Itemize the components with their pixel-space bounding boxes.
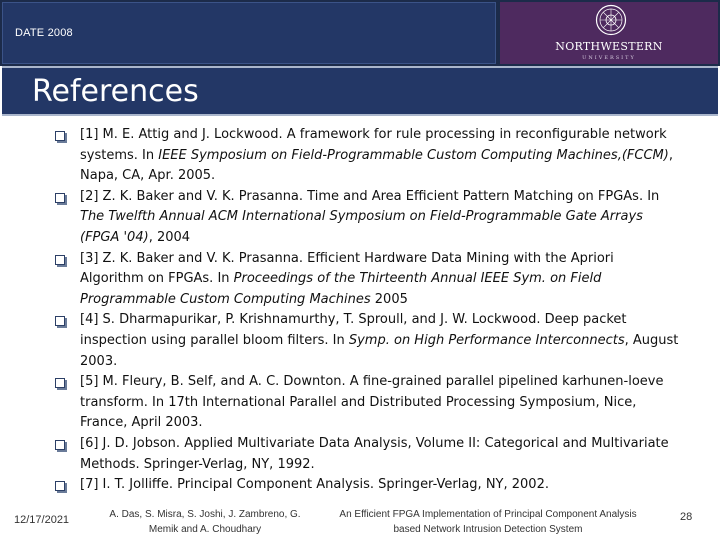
square-bullet-icon: [55, 255, 65, 265]
footer-authors: A. Das, S. Misra, S. Joshi, J. Zambreno, G. Memik and A. Choudhary: [109, 509, 301, 535]
reference-segment: [6] J. D. Jobson. Applied Multivariate Data Analysis, Volume II: Categorical and Multivariate Methods. Springer-Verlag, NY, 1992.: [80, 435, 669, 472]
reference-venue: Proceedings of the Thirteenth Annual IEEE Sym. on Field Programmable Custom Computing Machines: [80, 271, 602, 307]
reference-segment: [2] Z. K. Baker and V. K. Prasanna. Time and Area Efficient Pattern Matching on FPGAs. In: [80, 188, 660, 204]
logo-wordmark: NORTHWESTERN: [555, 40, 663, 53]
reference-venue: The Twelfth Annual ACM International Symposium on Field-Programmable Gate Arrays (FPGA '04): [80, 209, 643, 245]
conference-banner: [2, 2, 496, 64]
reference-segment: [4] S. Dharmapurikar, P. Krishnamurthy, T. Sproull, and J. W. Lockwood. Deep packet inspection using parallel bloom filters. In: [80, 312, 627, 348]
square-bullet-icon: [55, 316, 65, 326]
reference-item: [52, 372, 692, 434]
reference-segment: , 2004: [148, 229, 191, 245]
reference-item: [52, 249, 692, 311]
footer-date: 12/17/2021: [14, 514, 70, 526]
reference-text: [80, 127, 673, 183]
reference-venue: IEEE Symposium on Field-Programmable Custom Computing Machines,(FCCM): [158, 147, 669, 163]
reference-segment: [1] M. E. Attig and J. Lockwood. A framework for rule processing in reconfigurable network systems. In: [80, 127, 667, 163]
reference-item: [52, 434, 692, 475]
slide-title: References: [32, 74, 199, 109]
reference-segment: [3] Z. K. Baker and V. K. Prasanna. Efficient Hardware Data Mining with the Apriori Algorithm on FPGAs. In: [80, 250, 614, 287]
reference-venue: Symp. on High Performance Interconnects: [348, 332, 625, 348]
page-number: 28: [680, 511, 693, 523]
reference-list: [52, 125, 692, 496]
reference-item: [52, 187, 692, 249]
square-bullet-icon: [55, 378, 65, 388]
square-bullet-icon: [55, 131, 65, 141]
reference-text: [80, 374, 663, 430]
reference-text: [80, 477, 549, 492]
footer-presentation-title: An Efficient FPGA Implementation of Principal Component Analysis based Network Intrusion Detection System: [339, 509, 637, 535]
reference-item: [52, 310, 692, 372]
university-seal-icon: [595, 4, 627, 36]
reference-text: [80, 251, 614, 307]
square-bullet-icon: [55, 440, 65, 450]
reference-text: [80, 312, 678, 368]
reference-segment: [7] I. T. Jolliffe. Principal Component Analysis. Springer-Verlag, NY, 2002.: [80, 477, 549, 493]
reference-item: [52, 125, 692, 187]
reference-segment: , August 2003.: [80, 332, 679, 369]
conference-label: DATE 2008: [15, 27, 73, 39]
reference-item: [52, 475, 692, 496]
square-bullet-icon: [55, 193, 65, 203]
logo-subtitle: UNIVERSITY: [582, 55, 636, 61]
university-logo: [500, 2, 718, 64]
reference-segment: [5] M. Fleury, B. Self, and A. C. Downton. A fine-grained parallel pipelined karhunen-loeve transform. In 17th International Parallel and Distributed Processing Symposium, Nice, France, April 2003.: [80, 374, 664, 431]
title-bar: [2, 66, 718, 116]
square-bullet-icon: [55, 481, 65, 491]
reference-text: [80, 436, 669, 472]
reference-segment: 2005: [370, 291, 408, 307]
reference-text: [80, 189, 659, 245]
header-bar: [0, 0, 720, 66]
reference-segment: , Napa, CA, Apr. 2005.: [80, 147, 673, 184]
